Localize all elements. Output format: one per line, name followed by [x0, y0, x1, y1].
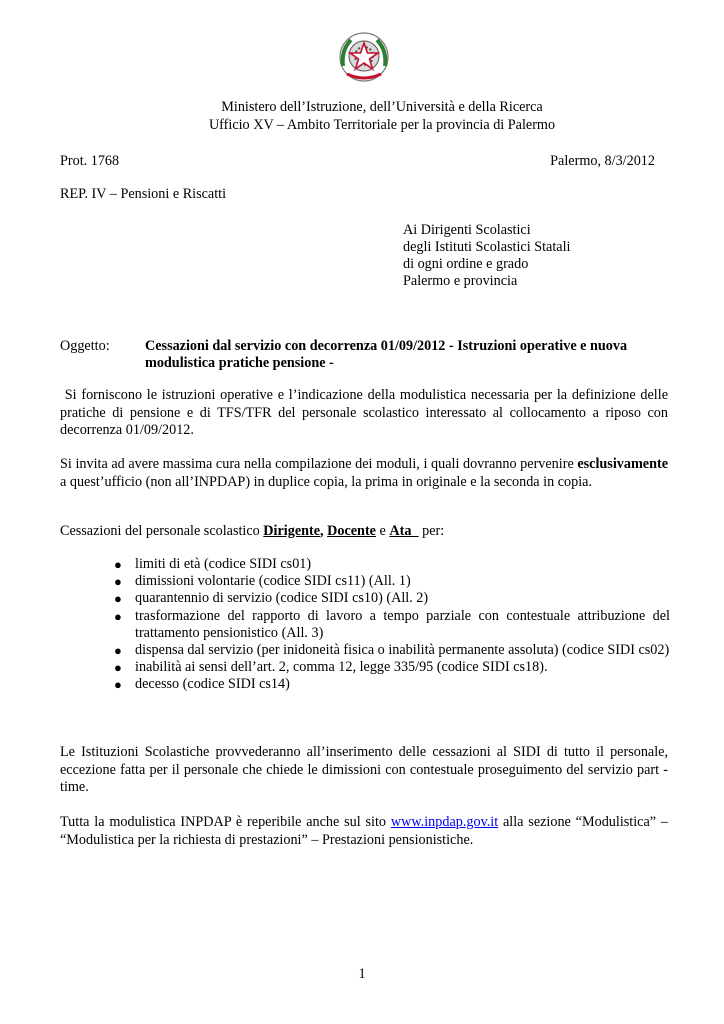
list-item-text: trasformazione del rapporto di lavoro a tempo parziale con contestuale attribuzione del trattamento pensionistico (All. 3): [135, 607, 670, 641]
list-item: [112, 573, 670, 590]
header-office: Ufficio XV – Ambito Territoriale per la provincia di Palermo: [208, 117, 556, 133]
bullet-icon: ●: [114, 557, 122, 572]
paragraph-copies: [60, 456, 668, 491]
bullet-icon: ●: [114, 591, 122, 607]
paragraph-text: a quest’ufficio (non all’INPDAP) in duplice copia, la prima in originale e la seconda in copia.: [60, 473, 593, 490]
paragraph-text: Si invita ad avere massima cura nella compilazione dei moduli, i quali dovranno pervenire: [60, 456, 578, 472]
subject-line: Cessazioni dal servizio con decorrenza 01/09/2012 - Istruzioni operative e nuova: [145, 338, 628, 354]
role-docente: Docente: [327, 523, 376, 539]
paragraph-instructions: Si forniscono le istruzioni operative e l’indicazione della modulistica necessaria per la definizione delle pratiche di pensione e di TFS/TFR del personale scolastico interessato al collocamento a riposo con decorrenza 01/09/2012.: [60, 387, 672, 438]
subject-label: Oggetto:: [60, 338, 110, 354]
page-number: 1: [358, 966, 366, 982]
separator: ,: [320, 523, 328, 539]
bullet-icon: ●: [114, 608, 122, 624]
role-dirigente: Dirigente: [263, 523, 321, 539]
list-item-text: inabilità ai sensi dell’art. 2, comma 12, legge 335/95 (codice SIDI cs18).: [135, 659, 548, 676]
list-item-text: dispensa dal servizio (per inidoneità fisica o inabilità permanente assoluta) (codice SIDI cs02): [135, 642, 670, 659]
emphasis-exclusively: esclusivamente: [577, 456, 668, 472]
list-item-text: decesso (codice SIDI cs14): [135, 676, 290, 693]
bullet-icon: ●: [114, 574, 122, 590]
intro-text: Cessazioni del personale scolastico: [60, 523, 264, 539]
list-item: [112, 608, 670, 642]
recipient-line: degli Istituti Scolastici Statali: [403, 239, 571, 255]
paragraph-text: Tutta la modulistica INPDAP è reperibile anche sul sito: [60, 814, 391, 830]
list-item: [112, 676, 670, 693]
paragraph-sidi: Le Istituzioni Scolastiche provvederanno all’inserimento delle cessazioni al SIDI di tutto il personale, eccezione fatta per il personale che chiede le dimissioni con contestuale proseguimento del servizio part - time.: [60, 744, 668, 795]
conjunction: e: [375, 523, 390, 539]
list-item: [112, 556, 670, 573]
list-item: [112, 659, 670, 676]
list-item-text: dimissioni volontarie (codice SIDI cs11) (All. 1): [135, 573, 411, 590]
list-item: [112, 642, 670, 659]
department: REP. IV – Pensioni e Riscatti: [60, 186, 227, 202]
recipient-line: di ogni ordine e grado: [403, 256, 529, 272]
cessazioni-intro: [60, 522, 444, 540]
header-ministry: Ministero dell’Istruzione, dell’Università e della Ricerca: [221, 99, 543, 115]
list-item-text: limiti di età (codice SIDI cs01): [135, 556, 312, 572]
list-item-text: quarantennio di servizio (codice SIDI cs10) (All. 2): [135, 590, 429, 607]
bullet-icon: ●: [114, 677, 122, 693]
recipient-line: Palermo e provincia: [403, 273, 518, 289]
bullet-icon: ●: [114, 643, 122, 659]
list-item: [112, 590, 670, 607]
role-ata: Ata: [389, 523, 419, 539]
place-date: Palermo, 8/3/2012: [550, 153, 655, 169]
cessation-reasons-list: [112, 556, 670, 694]
subject-line: modulistica pratiche pensione -: [145, 355, 334, 371]
bullet-icon: ●: [114, 660, 122, 676]
recipient-line: Ai Dirigenti Scolastici: [403, 222, 531, 238]
inpdap-link[interactable]: www.inpdap.gov.it: [390, 814, 499, 830]
per-text: per:: [418, 523, 445, 539]
italian-republic-emblem: [337, 30, 391, 86]
protocol-number: Prot. 1768: [60, 153, 120, 169]
paragraph-text: alla sezione “Modulistica” – “Modulistica per la richiesta di prestazioni” – Prestazioni pensionistiche.: [60, 814, 668, 848]
paragraph-modulistica: [60, 814, 668, 849]
